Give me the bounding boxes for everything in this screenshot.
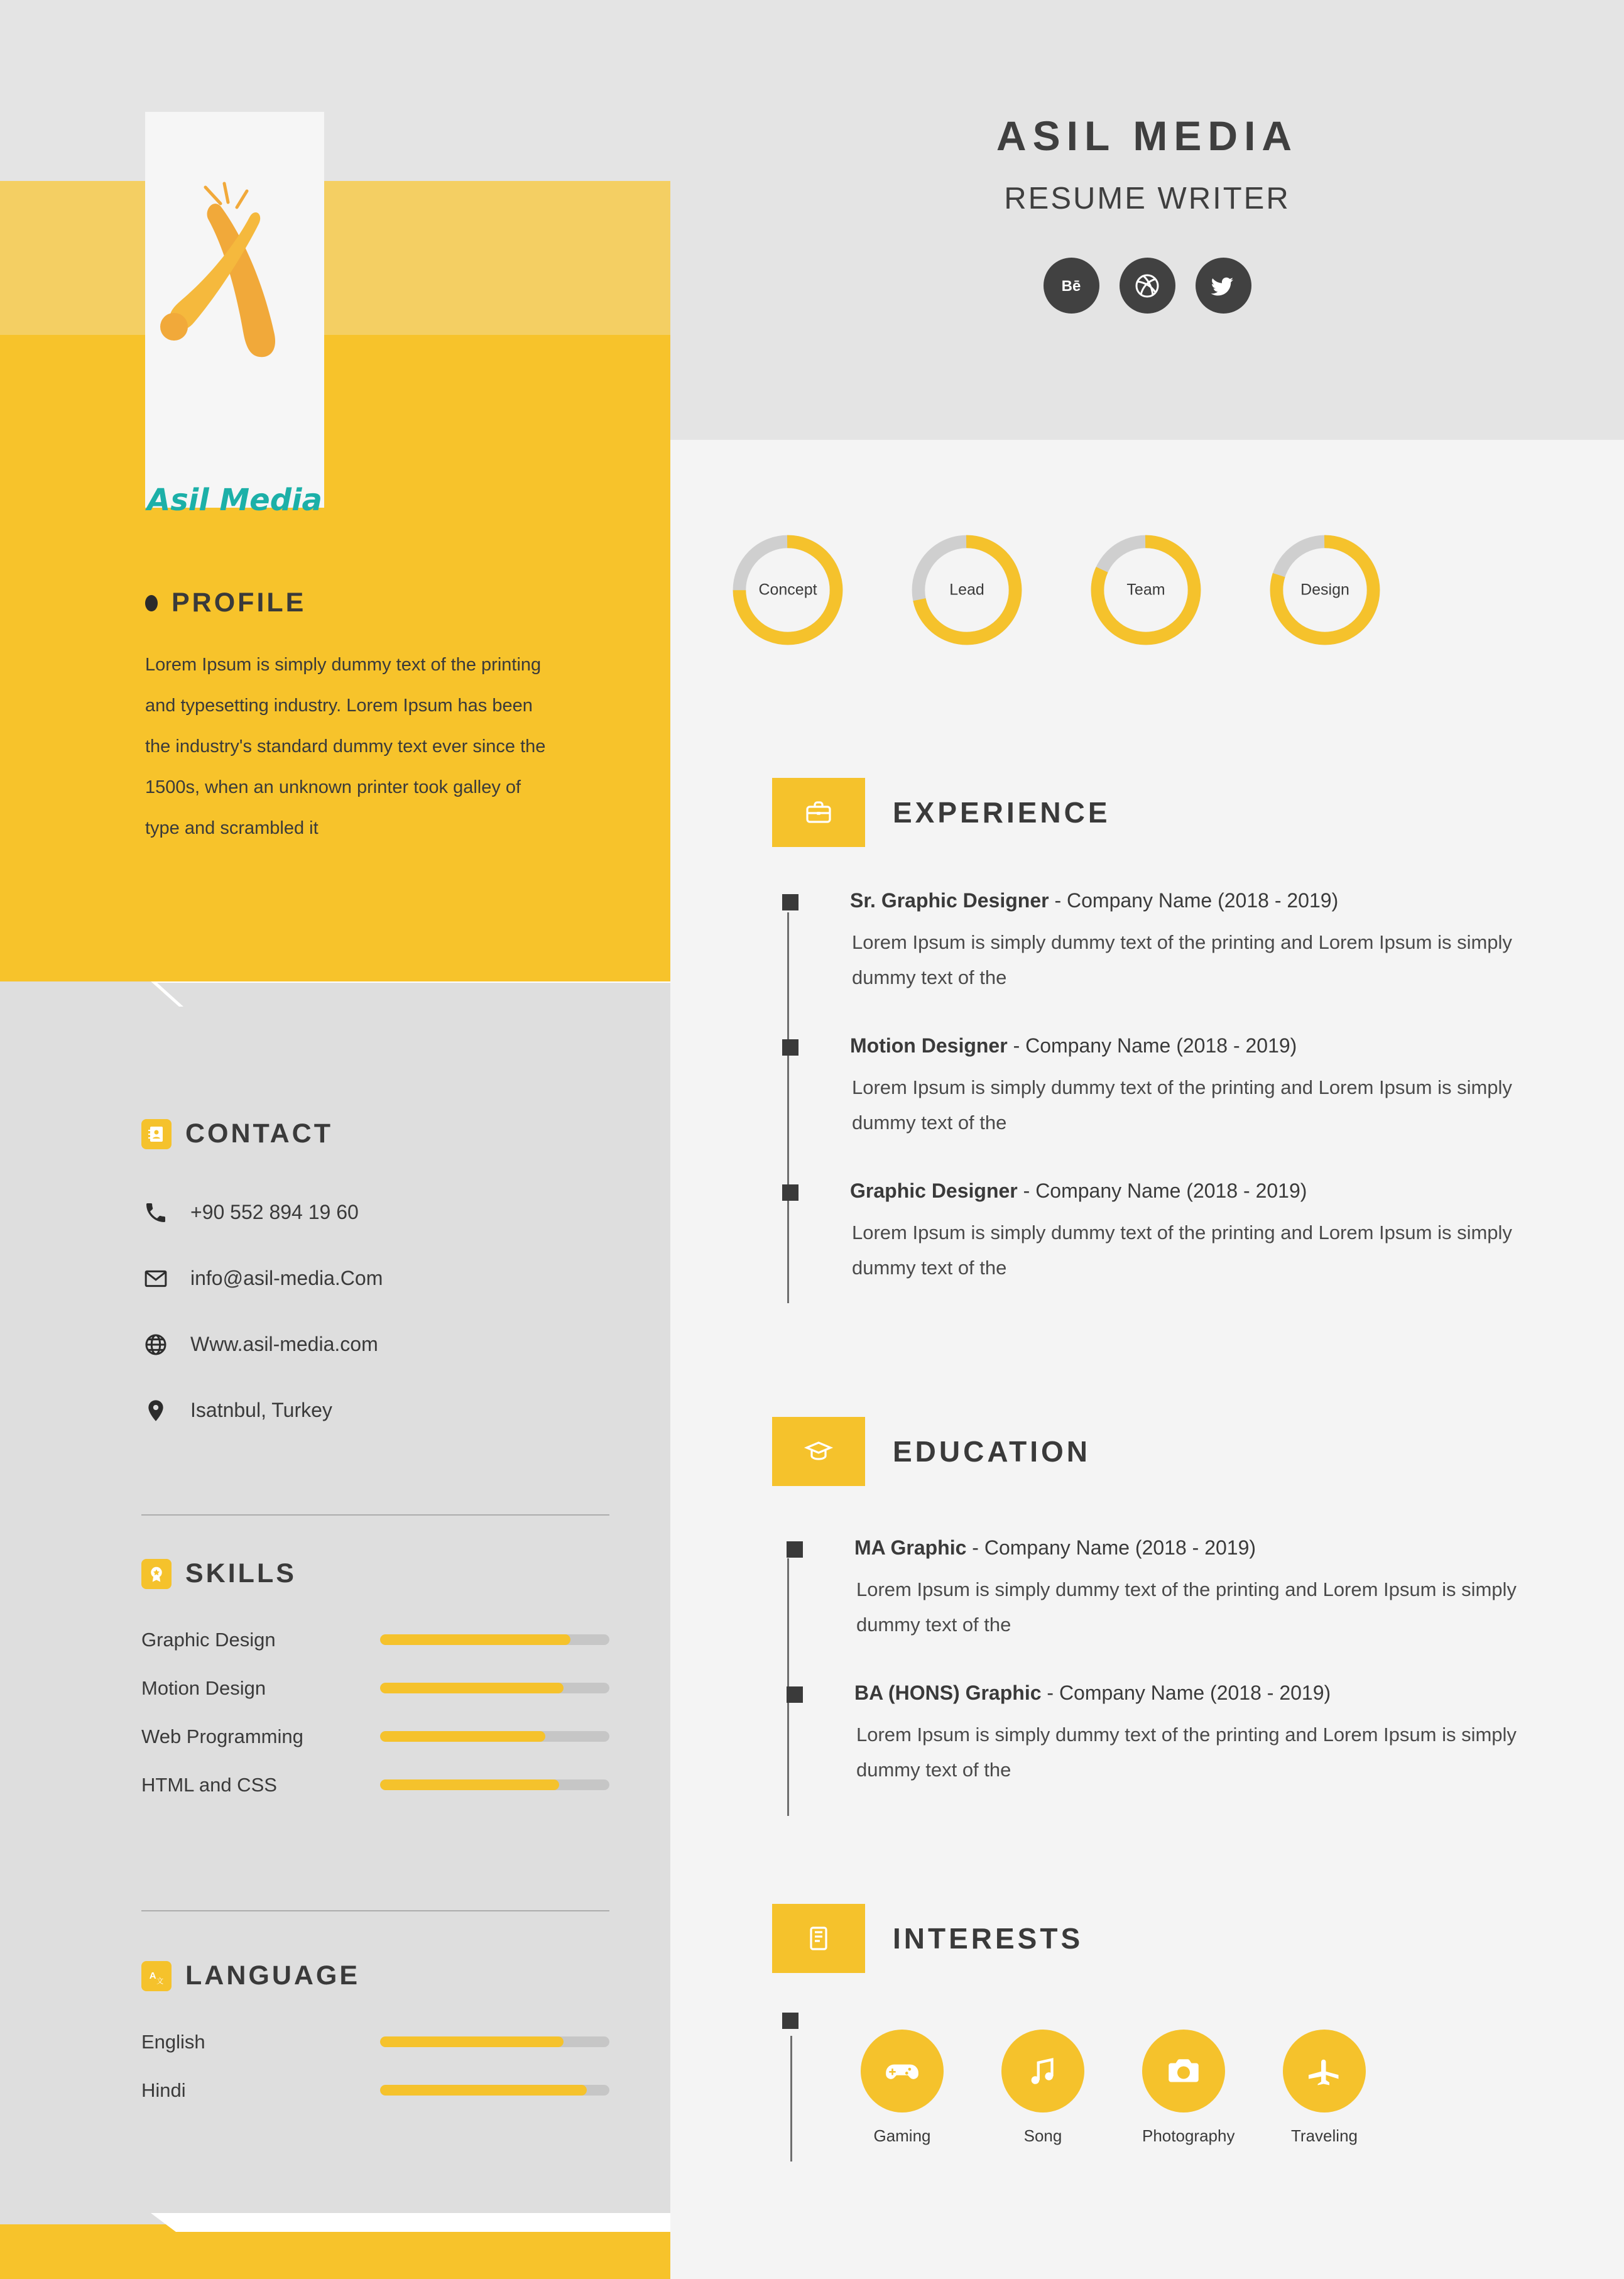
experience-entry-role: Motion Designer (850, 1034, 1008, 1057)
briefcase-icon (772, 778, 865, 847)
experience-entry-desc: Lorem Ipsum is simply dummy text of the printing and Lorem Ipsum is simply dummy text of the (852, 1076, 1512, 1134)
brand-mark-icon (145, 181, 324, 388)
language-label: English (141, 2030, 205, 2053)
graduation-cap-icon (772, 1417, 865, 1486)
experience-entry-role: Graphic Designer (850, 1179, 1018, 1202)
contact-value-location: Isatnbul, Turkey (190, 1399, 332, 1421)
education-entry-title (854, 1681, 1533, 1705)
skill-progress-track (380, 1779, 609, 1790)
social-links (670, 258, 1624, 314)
contact-value-phone: +90 552 894 19 60 (190, 1201, 359, 1223)
contact-row-phone[interactable] (141, 1179, 619, 1245)
interest-label: Gaming (873, 2126, 931, 2145)
skill-progress-track (380, 1731, 609, 1742)
language-label: Hindi (141, 2079, 186, 2101)
ring-team (1087, 531, 1205, 649)
header-right (670, 0, 1624, 440)
language-progress-fill (380, 2036, 564, 2047)
footer-accent-bar (0, 2224, 670, 2279)
education-entry-desc: Lorem Ipsum is simply dummy text of the printing and Lorem Ipsum is simply dummy text of the (856, 1724, 1517, 1781)
skill-progress-fill (380, 1634, 570, 1645)
svg-text:Bē: Bē (1061, 277, 1081, 295)
location-icon (141, 1396, 170, 1425)
education-entries (854, 1536, 1533, 1827)
interest-label: Song (1023, 2126, 1062, 2145)
profile-heading (145, 588, 547, 618)
globe-icon (141, 1330, 170, 1359)
language-title: LANGUAGE (185, 1960, 361, 1991)
ring-label: Lead (949, 581, 984, 599)
experience-entry (850, 889, 1529, 995)
profile-text: Lorem Ipsum is simply dummy text of the printing and typesetting industry. Lorem Ipsum has been the industry's standard dummy text ever since the 1500s, when an unknown printer took galley of type and scrambled it (145, 655, 546, 838)
experience-entry-meta: - Company Name (2018 - 2019) (1017, 1179, 1307, 1202)
contact-value-website: Www.asil-media.com (190, 1333, 378, 1355)
logo-card (145, 112, 324, 518)
interest-photography (1142, 2030, 1235, 2146)
logo-name: Asil Media (147, 483, 322, 518)
contact-card-icon (141, 1119, 172, 1149)
contact-value-email: info@asil-media.Com (190, 1267, 383, 1289)
skill-progress-fill (380, 1683, 564, 1693)
page-subtitle: RESUME WRITER (1004, 182, 1290, 216)
interest-label: Photography (1142, 2126, 1235, 2145)
interest-label: Traveling (1291, 2126, 1358, 2145)
ring-label: Team (1126, 581, 1165, 599)
skill-row (141, 1615, 619, 1664)
language-progress-fill (380, 2085, 587, 2096)
education-entry-role: MA Graphic (854, 1536, 967, 1559)
contact-row-email[interactable] (141, 1245, 619, 1311)
bullet-dot-icon (145, 595, 158, 611)
svg-text:文: 文 (156, 1977, 164, 1985)
skill-row (141, 1664, 619, 1712)
translate-icon (141, 1961, 172, 1991)
education-entry (854, 1681, 1533, 1788)
language-bars (141, 2018, 619, 2114)
interest-gaming (861, 2030, 944, 2146)
interest-song (1001, 2030, 1084, 2146)
email-icon (141, 1264, 170, 1293)
contact-title: CONTACT (185, 1118, 334, 1149)
star-badge-icon (141, 1559, 172, 1589)
skill-progress-track (380, 1683, 609, 1693)
ring-label: Concept (758, 581, 817, 599)
timeline-marker (787, 1541, 803, 1558)
ring-concept (729, 531, 847, 649)
language-row (141, 2018, 619, 2066)
experience-entry-desc: Lorem Ipsum is simply dummy text of the printing and Lorem Ipsum is simply dummy text of the (852, 1221, 1512, 1279)
timeline-marker (782, 2013, 798, 2029)
skill-label: Graphic Design (141, 1628, 276, 1651)
experience-timeline-line (787, 912, 789, 1303)
contact-row-website[interactable] (141, 1311, 619, 1377)
phone-icon (141, 1198, 170, 1227)
divider-1 (141, 1514, 609, 1516)
music-note-icon (1001, 2030, 1084, 2112)
education-entry (854, 1536, 1533, 1642)
interests-timeline-line (790, 2036, 792, 2161)
skill-progress-fill (380, 1731, 545, 1742)
ring-design (1266, 531, 1384, 649)
education-entry-meta: - Company Name (2018 - 2019) (966, 1536, 1256, 1559)
profile-title: PROFILE (172, 588, 307, 618)
ring-lead (908, 531, 1026, 649)
airplane-icon (1283, 2030, 1366, 2112)
skill-label: HTML and CSS (141, 1773, 277, 1796)
page-title: ASIL MEDIA (996, 112, 1299, 159)
skills-title: SKILLS (185, 1558, 297, 1588)
svg-text:A: A (149, 1970, 156, 1981)
language-progress-track (380, 2036, 609, 2047)
education-heading (772, 1417, 1091, 1486)
experience-entry-meta: - Company Name (2018 - 2019) (1049, 889, 1339, 912)
profile-section (145, 588, 547, 849)
accent-strip-dark (0, 335, 670, 440)
skill-row (141, 1761, 619, 1809)
contact-heading (141, 1118, 619, 1149)
skill-label: Web Programming (141, 1725, 303, 1747)
skill-row (141, 1712, 619, 1761)
skill-progress-fill (380, 1779, 559, 1790)
education-entry-desc: Lorem Ipsum is simply dummy text of the printing and Lorem Ipsum is simply dummy text of the (856, 1578, 1517, 1636)
contact-list (141, 1179, 619, 1443)
education-entry-title (854, 1536, 1533, 1560)
experience-title: EXPERIENCE (893, 796, 1111, 829)
experience-heading (772, 778, 1111, 847)
behance-icon[interactable] (1044, 258, 1099, 314)
twitter-icon[interactable] (1196, 258, 1251, 314)
skill-progress-track (380, 1634, 609, 1645)
education-entry-role: BA (HONS) Graphic (854, 1681, 1042, 1704)
contact-row-location[interactable] (141, 1377, 619, 1443)
skills-bars (141, 1615, 619, 1809)
experience-entry (850, 1034, 1529, 1140)
experience-entry-desc: Lorem Ipsum is simply dummy text of the printing and Lorem Ipsum is simply dummy text of the (852, 931, 1512, 988)
interests-heading (772, 1904, 1083, 1973)
camera-icon (1142, 2030, 1225, 2112)
gamepad-icon (861, 2030, 944, 2112)
main-column (670, 440, 1624, 2279)
interests-list (861, 2030, 1366, 2146)
language-row (141, 2066, 619, 2114)
dribbble-icon[interactable] (1120, 258, 1175, 314)
skills-heading (141, 1558, 619, 1589)
logo-wordmark (145, 483, 324, 518)
competency-rings (729, 531, 1384, 649)
experience-entry-title (850, 1034, 1529, 1058)
education-title: EDUCATION (893, 1435, 1091, 1468)
interest-traveling (1283, 2030, 1366, 2146)
timeline-marker (782, 1184, 798, 1201)
timeline-marker (782, 894, 798, 910)
divider-2 (141, 1910, 609, 1911)
language-progress-track (380, 2085, 609, 2096)
language-heading (141, 1960, 619, 1991)
experience-entry-title (850, 889, 1529, 912)
contact-section (141, 1118, 619, 1443)
ticket-icon (772, 1904, 865, 1973)
education-entry-meta: - Company Name (2018 - 2019) (1041, 1681, 1331, 1704)
experience-entry-role: Sr. Graphic Designer (850, 889, 1049, 912)
accent-strip-light (0, 181, 670, 335)
experience-entries (850, 889, 1529, 1325)
panel-notch-bottom (0, 2213, 670, 2232)
ring-label: Design (1300, 581, 1349, 599)
interests-title: INTERESTS (893, 1922, 1084, 1955)
experience-entry-meta: - Company Name (2018 - 2019) (1007, 1034, 1297, 1057)
experience-entry-title (850, 1179, 1529, 1203)
skills-section (141, 1558, 619, 1809)
timeline-marker (787, 1686, 803, 1703)
skill-label: Motion Design (141, 1676, 266, 1699)
experience-entry (850, 1179, 1529, 1286)
language-section (141, 1960, 619, 2114)
timeline-marker (782, 1039, 798, 1056)
panel-notch (0, 981, 670, 1007)
